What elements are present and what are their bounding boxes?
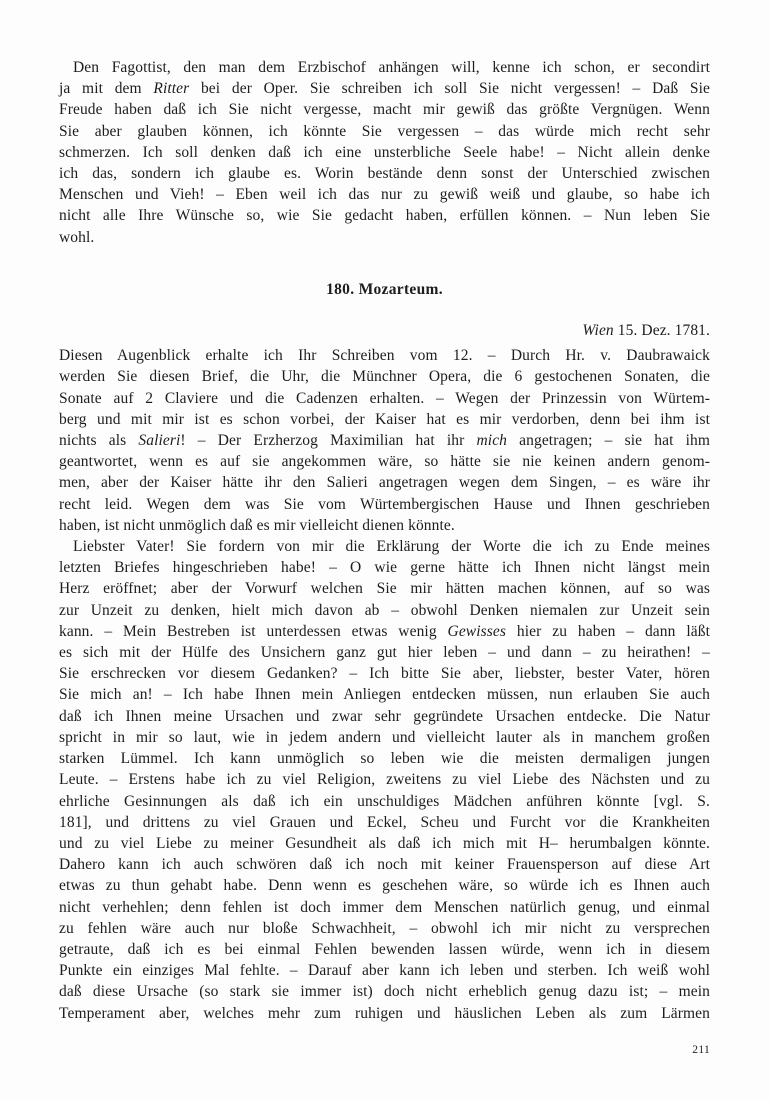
section-heading: 180. Mozarteum. <box>326 280 443 298</box>
text-line: etwas zu thun gehabt habe. Denn wenn es geschehen wäre, so würde ich es Ihnen auch <box>59 877 710 895</box>
text-line: wohl. <box>59 228 95 246</box>
text-line: kann. – Mein Bestreben ist unterdessen etwas wenig Gewisses hier zu haben – dann läßt <box>59 622 710 640</box>
text-line: getraute, daß ich es bei einmal Fehlen bewenden lassen würde, wenn ich in diesem <box>59 940 710 958</box>
text-line: zur Unzeit zu denken, hielt mich davon ab – obwohl Denken niemalen zur Unzeit sein <box>59 601 710 619</box>
text-line: geantwortet, wenn es auf sie angekommen wäre, so hätte sie nie keinen andern genom- <box>59 453 710 471</box>
text-line: schmerzen. Ich soll denken daß ich eine unsterbliche Seele habe! – Nicht allein denke <box>59 143 710 161</box>
text-line: Leute. – Erstens habe ich zu viel Religion, zweitens zu viel Liebe des Nächsten und zu <box>59 771 710 789</box>
page-number: 211 <box>692 1044 710 1056</box>
text-line: spricht in mir so laut, wie in jedem andern und vielleicht lauter als in manchem großen <box>59 728 710 746</box>
text-line: 181], und drittens zu viel Grauen und Eckel, Scheu und Furcht vor die Krankheiten <box>59 813 710 831</box>
text-line: ehrliche Gesinnungen als daß ich ein unschuldiges Mädchen anführen könnte [vgl. S. <box>59 792 710 810</box>
text-line: zu fehlen wäre auch nur bloße Schwachheit, – obwohl ich mir nicht zu versprechen <box>59 919 710 937</box>
dateline-date: 15. Dez. 1781. <box>613 322 710 340</box>
text-line: Sie mich an! – Ich habe Ihnen mein Anliegen entdecken müssen, nun erlauben Sie auch <box>59 686 710 704</box>
text-line: nicht alle Ihre Wünsche so, wie Sie gedacht haben, erfüllen können. – Nun leben Sie <box>59 207 710 225</box>
text-line: berg und mit mir ist es schon vorbei, der Kaiser hat es mir verdorben, denn bei ihm ist <box>59 410 710 428</box>
text-line: daß diese Ursache (so stark sie immer ist) doch nicht erheblich genug dazu ist; – mein <box>59 983 710 1001</box>
italic-text: Salieri <box>138 432 181 450</box>
text-line: Liebster Vater! Sie fordern von mir die Erklärung der Worte die ich zu Ende meines <box>73 538 710 556</box>
text-line: Sie erschrecken vor diesem Gedanken? – Ich bitte Sie aber, liebster, bester Vater, hören <box>59 665 710 683</box>
italic-text: Gewisses <box>447 622 507 640</box>
text-line: Punkte ein einziges Mal fehlte. – Darauf aber kann ich leben und sterben. Ich weiß wohl <box>59 962 710 980</box>
text-line: Sie aber glauben können, ich könnte Sie vergessen – das würde mich recht sehr <box>59 122 710 140</box>
italic-text: mich <box>476 432 508 450</box>
text-line: Temperament aber, welches mehr zum ruhigen und häuslichen Leben als zum Lärmen <box>59 1004 710 1022</box>
text-line: Herz eröffnet; aber der Vorwurf welchen Sie mir hätten machen können, auf so was <box>59 580 710 598</box>
text-line: Menschen und Vieh! – Eben weil ich das nur zu gewiß weiß und glaube, so habe ich <box>59 186 710 204</box>
letter-179-closing-paragraph <box>59 57 710 248</box>
text-line: daß ich Ihnen meine Ursachen und zwar sehr gegründete Ursachen entdecke. Die Natur <box>59 707 710 725</box>
text-line: Diesen Augenblick erhalte ich Ihr Schreiben vom 12. – Durch Hr. v. Daubrawaick <box>59 347 710 365</box>
text-line: und zu viel Liebe zu meiner Gesundheit als daß ich mich mit H– herumbalgen könnte. <box>59 834 710 852</box>
letter-180-paragraph-1 <box>59 345 710 536</box>
text-line: starken Lümmel. Ich kann unmöglich so leben wie die meisten dermaligen jungen <box>59 750 710 768</box>
text-line: men, aber der Kaiser hätte ihr den Salieri angetragen wegen dem Singen, – es wäre ihr <box>59 474 710 492</box>
text-line: Dahero kann ich auch schwören daß ich noch mit keiner Frauensperson auf diese Art <box>59 856 710 874</box>
text-line: letzten Briefes hingeschrieben habe! – O wie gerne hätte ich Ihnen nicht längst mein <box>59 559 710 577</box>
letter-180-paragraph-2 <box>59 536 710 1024</box>
text-line: Sonate auf 2 Claviere und die Cadenzen erhalten. – Wegen der Prinzessin von Würtem- <box>59 389 710 407</box>
text-line: ich das, sondern ich glaube es. Worin bestände denn sonst der Unterschied zwischen <box>59 165 710 183</box>
italic-text: Ritter <box>153 80 190 98</box>
dateline <box>59 320 710 341</box>
text-line: es sich mit der Hülfe des Unsichern ganz gut hier leben – und dann – zu heirathen! – <box>59 644 710 662</box>
text-line: nichts als Salieri! – Der Erzherzog Maximilian hat ihr mich angetragen; – sie hat ihm <box>59 432 710 450</box>
text-line: Freude haben daß ich Sie nicht vergesse, macht mir gewiß das größte Vergnügen. Wenn <box>59 101 710 119</box>
letter-text-block <box>59 57 710 1024</box>
text-line: recht leid. Wegen dem was Sie vom Würtembergischen Hause und Ihnen geschrieben <box>59 495 710 513</box>
dateline-place: Wien <box>582 322 614 340</box>
text-line: werden Sie diesen Brief, die Uhr, die Münchner Opera, die 6 gestochenen Sonaten, die <box>59 368 710 386</box>
text-line: haben, ist nicht unmöglich daß es mir vielleicht dienen könnte. <box>59 516 455 534</box>
text-line: Den Fagottist, den man dem Erzbischof anhängen will, kenne ich schon, er secondirt <box>73 59 710 76</box>
text-line: nicht verhehlen; denn fehlen ist doch immer dem Menschen natürlich genug, und einmal <box>59 898 710 916</box>
text-line: ja mit dem Ritter bei der Oper. Sie schreiben ich soll Sie nicht vergessen! – Daß Sie <box>59 80 710 98</box>
